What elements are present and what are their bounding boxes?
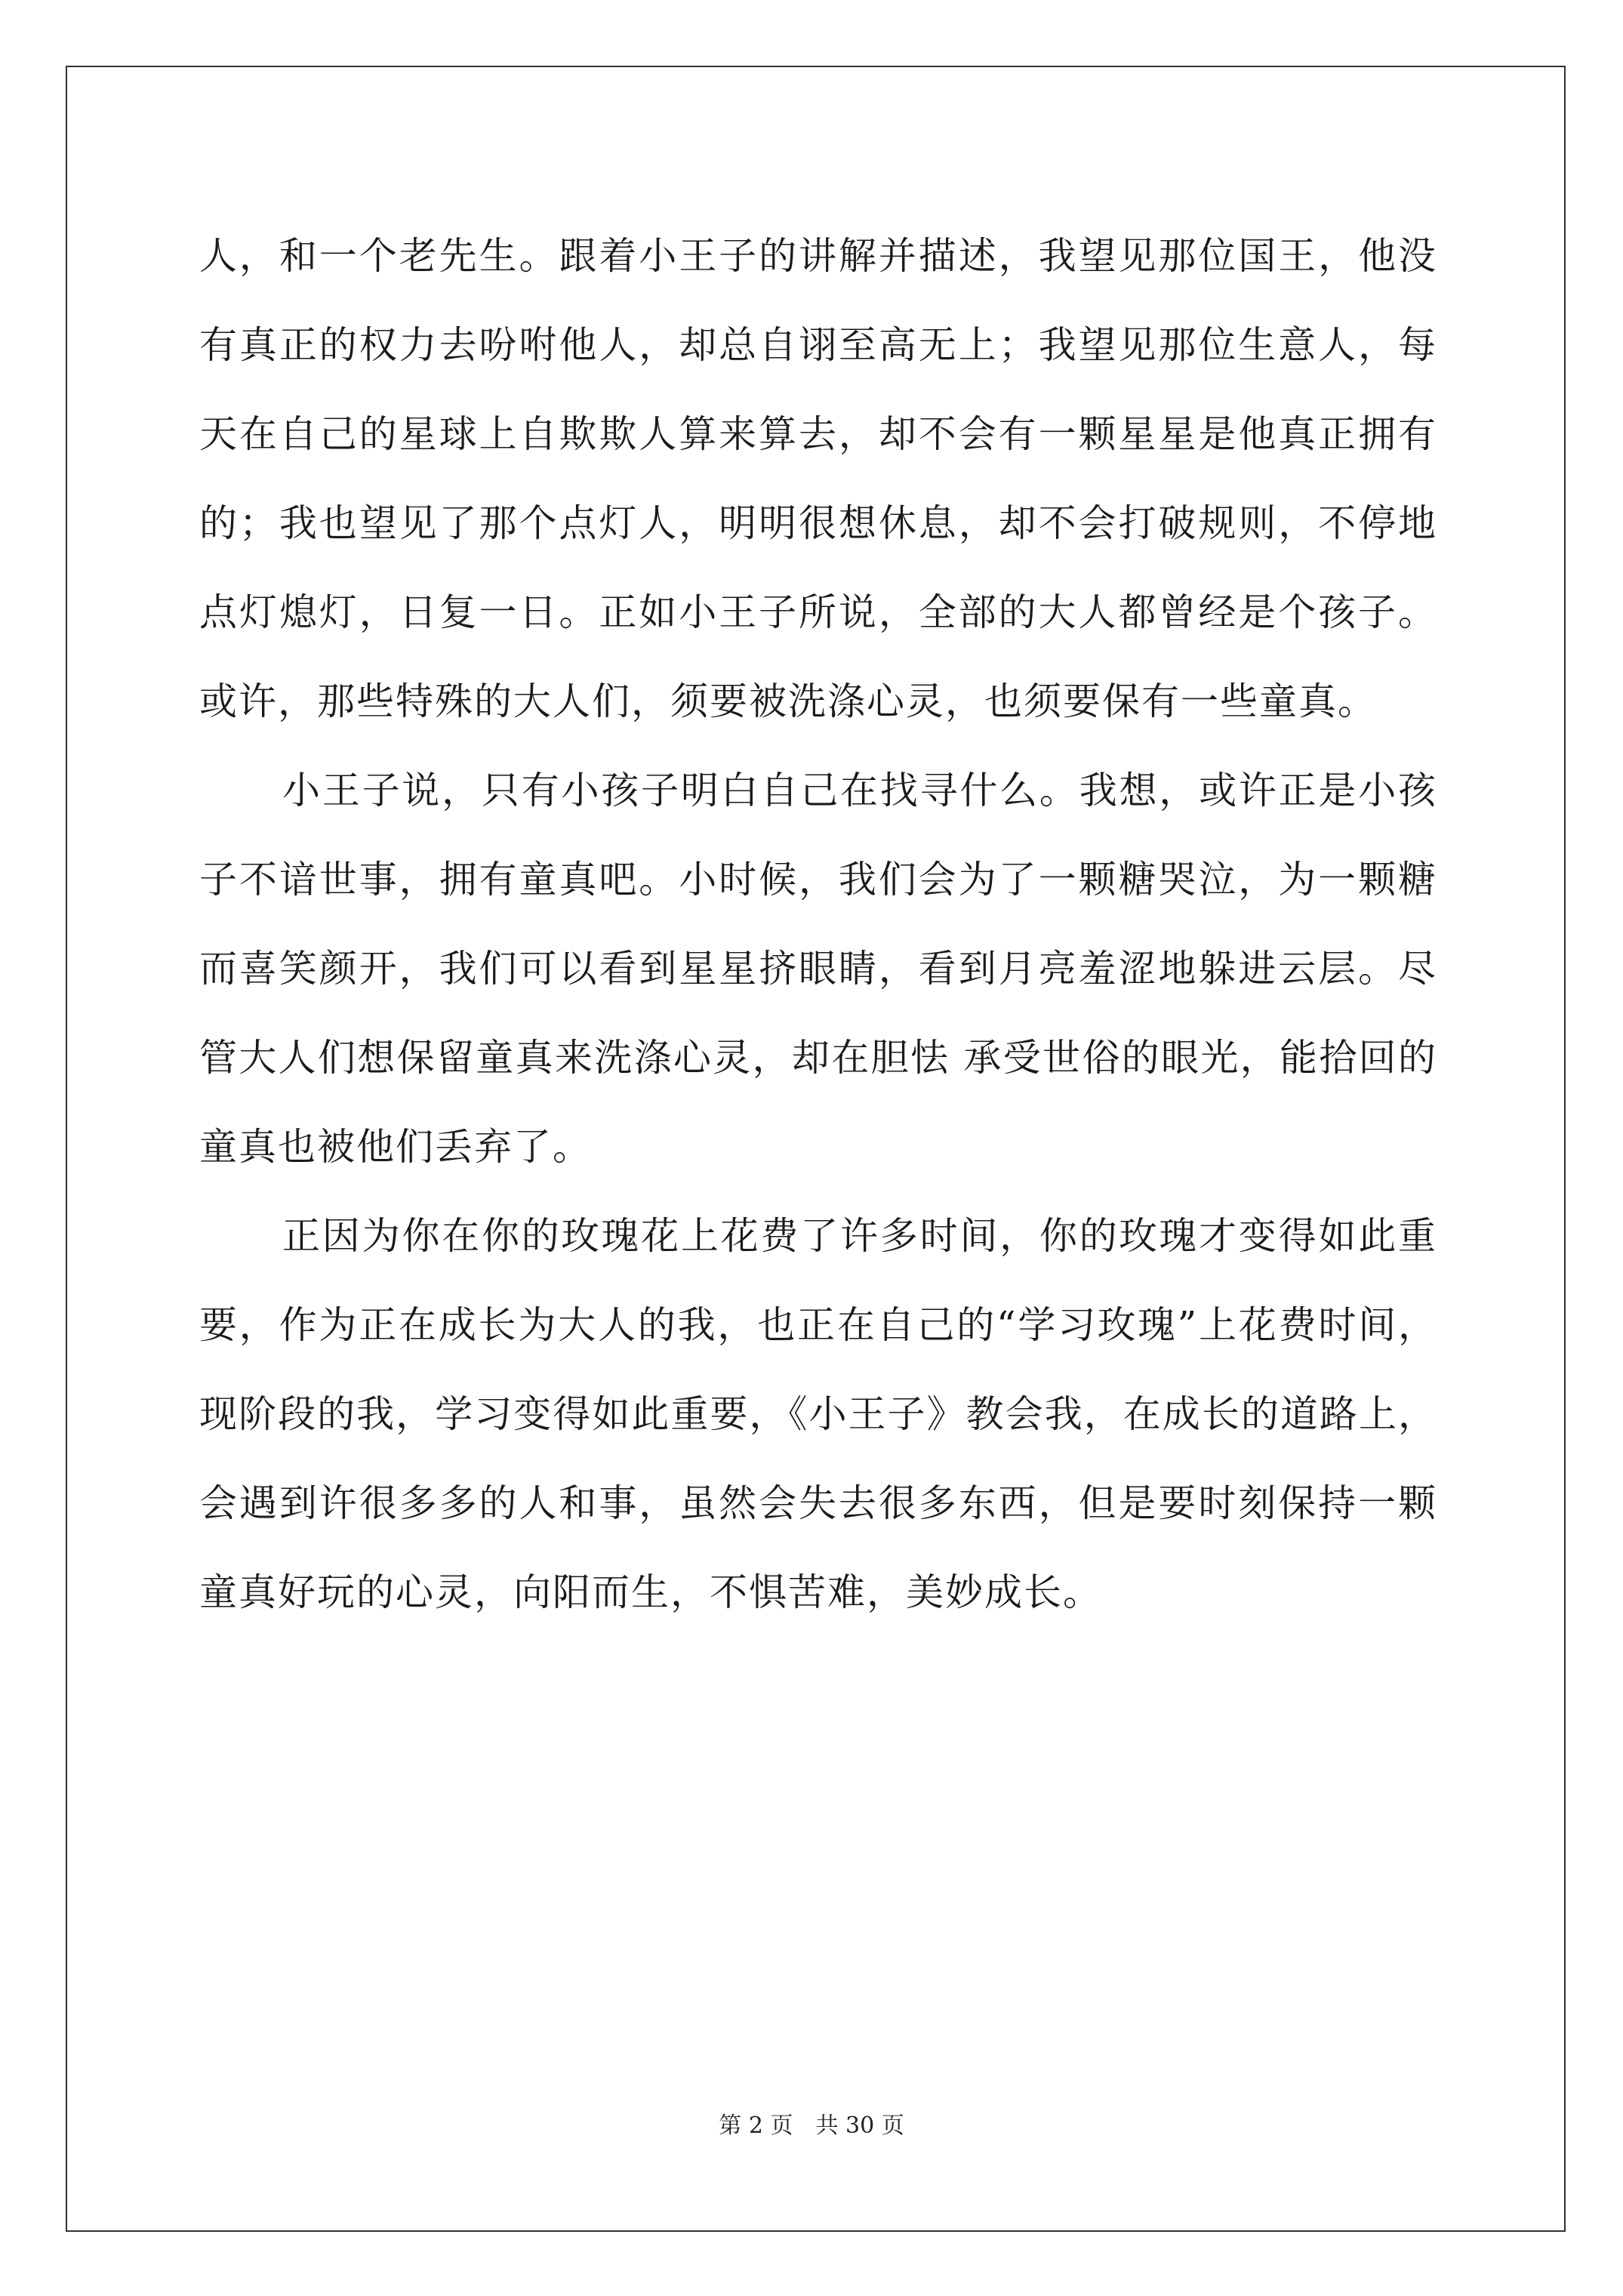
paragraph-2: 小王子说，只有小孩子明白自己在找寻什么。我想，或许正是小孩子不谙世事，拥有童真吧。小时候，我们会为了一颗糖哭泣，为一颗糖而喜笑颜开，我们可以看到星星挤眼睛，看到月亮羞涩地躲进云层。尽管大人们想保留童真来洗涤心灵，却在胆怯 承受世俗的眼光，能拾回的童真也被他们丢弃了。 [199, 769, 1437, 1169]
document-body [199, 211, 1437, 1637]
paragraph-1: 人，和一个老先生。跟着小王子的讲解并描述，我望见那位国王，他没有真正的权力去吩咐他人，却总自诩至高无上；我望见那位生意人，每天在自己的星球上自欺欺人算来算去，却不会有一颗星星是他真正拥有的；我也望见了那个点灯人，明明很想休息，却不会打破规则，不停地点灯熄灯，日复一日。正如小王子所说，全部的大人都曾经是个孩子。或许，那些特殊的大人们，须要被洗涤心灵，也须要保有一些童真。 [199, 234, 1437, 723]
page-footer: 第 2 页 共 30 页 [719, 2113, 904, 2139]
paragraph-3: 正因为你在你的玫瑰花上花费了许多时间，你的玫瑰才变得如此重要，作为正在成长为大人的我，也正在自己的“学习玫瑰”上花费时间，现阶段的我，学习变得如此重要，《小王子》教会我，在成长的道路上，会遇到许很多多的人和事，虽然会失去很多东西，但是要时刻保持一颗童真好玩的心灵，向阳而生，不惧苦难，美妙成长。 [199, 1214, 1437, 1614]
